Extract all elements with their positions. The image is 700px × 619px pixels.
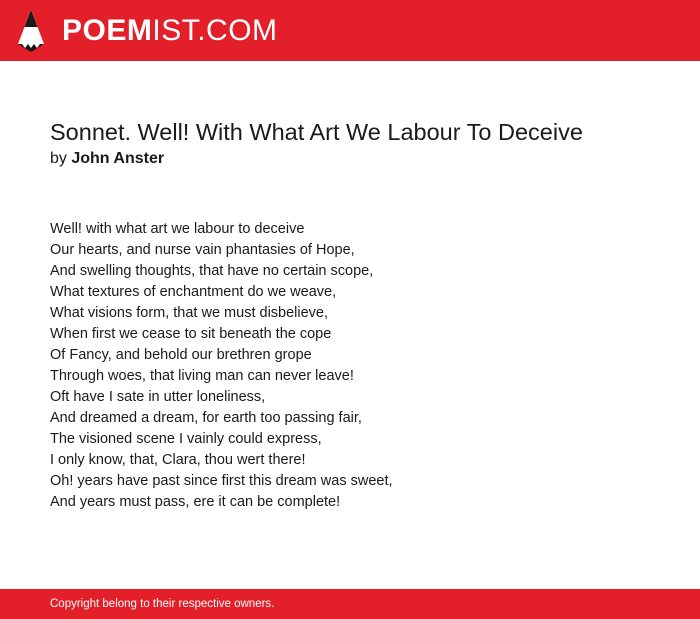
site-footer: [0, 589, 700, 619]
poem-title: Sonnet. Well! With What Art We Labour To Deceive: [50, 119, 583, 145]
poem-line: What textures of enchantment do we weave,: [50, 284, 337, 300]
by-label: by: [50, 150, 67, 167]
site-header: [0, 0, 700, 61]
author-name[interactable]: John Anster: [71, 150, 165, 167]
poem-line: The visioned scene I vainly could express,: [50, 431, 322, 447]
site-logo[interactable]: [18, 10, 278, 52]
logo-bold-text: POEM: [62, 14, 153, 47]
poem-line: And dreamed a dream, for earth too passing fair,: [50, 410, 362, 426]
poem-line: And swelling thoughts, that have no certain scope,: [50, 263, 374, 279]
poem-line: Well! with what art we labour to deceive: [50, 221, 305, 237]
poem-line: I only know, that, Clara, thou wert there!: [50, 452, 306, 468]
copyright-text: Copyright belong to their respective owners.: [50, 598, 275, 610]
poem-line: And years must pass, ere it can be complete!: [50, 494, 341, 510]
poem-line: When first we cease to sit beneath the cope: [50, 326, 332, 342]
poem-line: Of Fancy, and behold our brethren grope: [50, 347, 312, 363]
pencil-tip-icon: [18, 10, 44, 52]
poem-line: Oft have I sate in utter loneliness,: [50, 389, 266, 405]
poem-line: Oh! years have past since first this dream was sweet,: [50, 473, 393, 489]
poem-line: What visions form, that we must disbelieve,: [50, 305, 329, 321]
poem-line: Through woes, that living man can never leave!: [50, 368, 354, 384]
poem-body: [50, 219, 393, 513]
site-logo-text: [62, 10, 278, 52]
logo-light-text: IST.COM: [152, 14, 278, 47]
poem-line: Our hearts, and nurse vain phantasies of Hope,: [50, 242, 355, 258]
poem-byline: [50, 149, 164, 169]
